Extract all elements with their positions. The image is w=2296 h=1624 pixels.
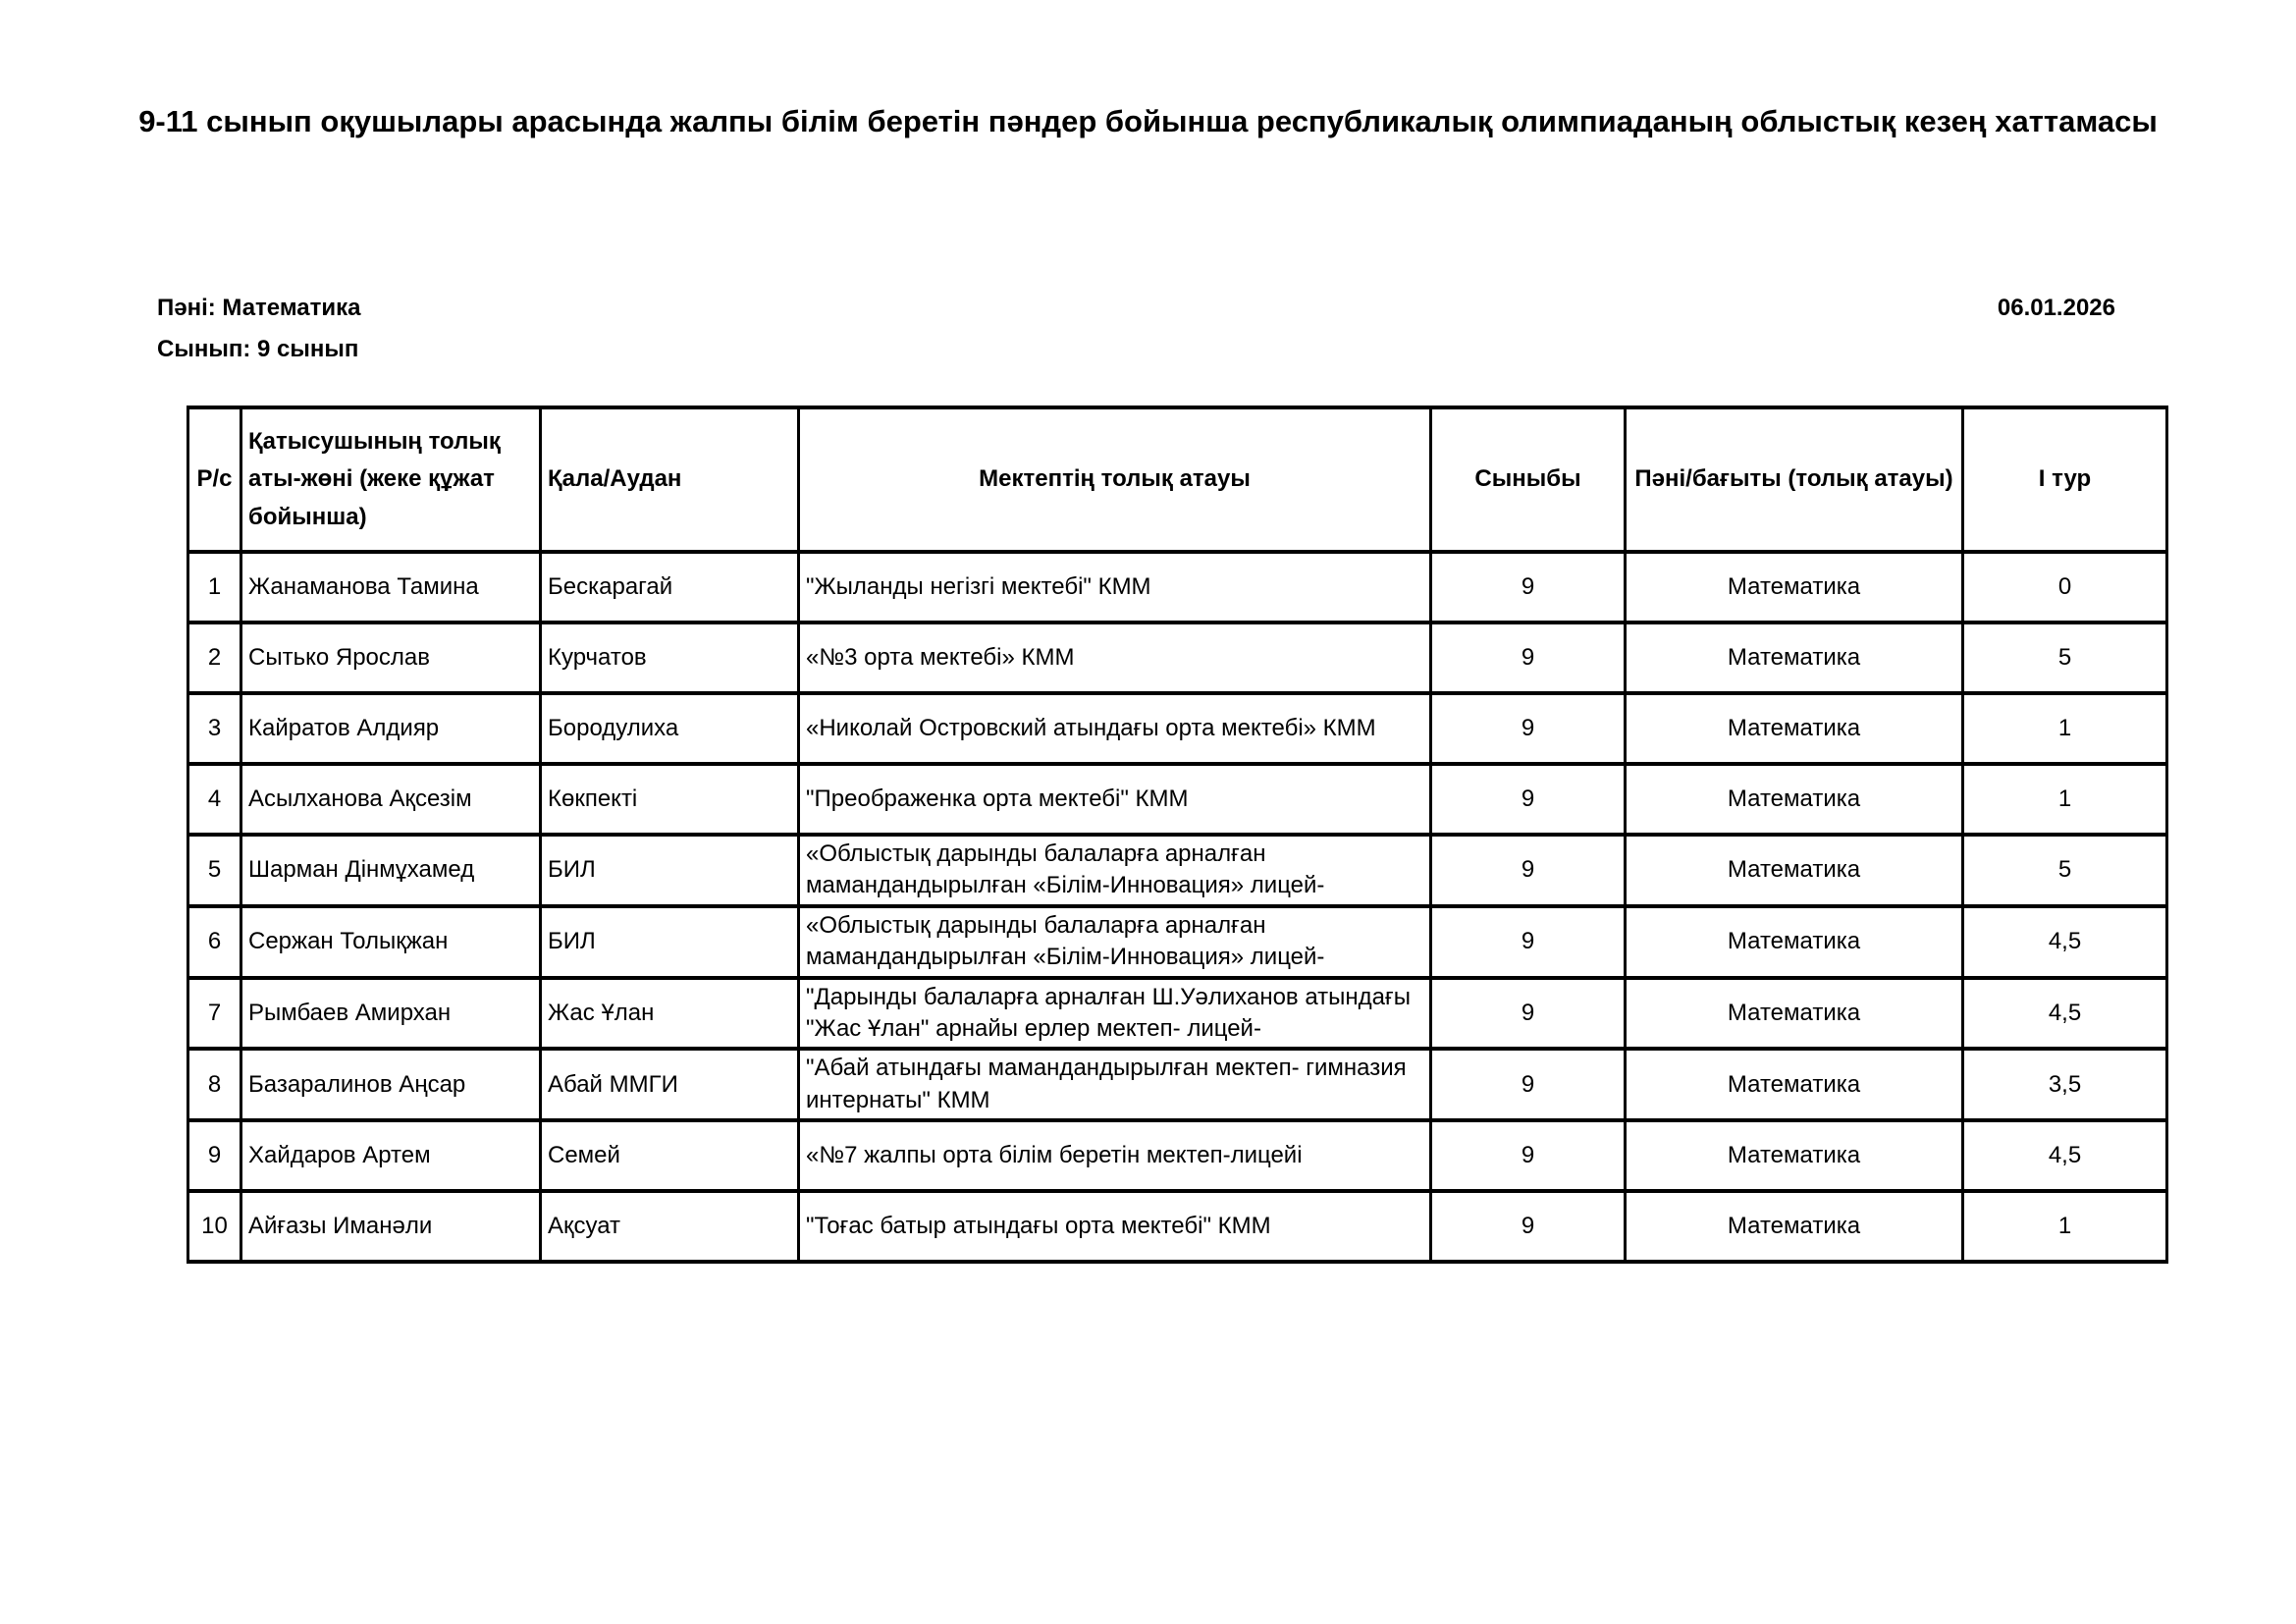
cell-score: 0 — [1963, 552, 2167, 623]
cell-city: Бескарагай — [541, 552, 799, 623]
cell-city: БИЛ — [541, 835, 799, 906]
cell-number: 7 — [188, 978, 241, 1050]
cell-grade: 9 — [1431, 693, 1626, 764]
cell-school: «Николай Островский атындағы орта мектебі» КММ — [799, 693, 1431, 764]
cell-school: "Дарынды балаларға арналған Ш.Уәлиханов атындағы "Жас Ұлан" арнайы ерлер мектеп- лицей- — [799, 978, 1431, 1050]
cell-name: Сержан Толықжан — [241, 906, 541, 978]
cell-score: 4,5 — [1963, 1120, 2167, 1191]
cell-grade: 9 — [1431, 764, 1626, 835]
cell-subject: Математика — [1626, 835, 1963, 906]
header-subject: Пәні/бағыты (толық атауы) — [1626, 407, 1963, 552]
cell-city: Жас Ұлан — [541, 978, 799, 1050]
cell-number: 10 — [188, 1191, 241, 1262]
cell-subject: Математика — [1626, 764, 1963, 835]
cell-grade: 9 — [1431, 1191, 1626, 1262]
cell-city: Курчатов — [541, 623, 799, 693]
cell-name: Асылханова Ақсезім — [241, 764, 541, 835]
cell-subject: Математика — [1626, 693, 1963, 764]
document-title: 9-11 сынып оқушылары арасында жалпы білім беретін пәндер бойынша республикалық олимпиаданың облыстық кезең хаттамасы — [138, 104, 2158, 138]
cell-score: 4,5 — [1963, 978, 2167, 1050]
cell-name: Рымбаев Амирхан — [241, 978, 541, 1050]
cell-score: 5 — [1963, 835, 2167, 906]
table-row — [188, 764, 2167, 835]
cell-number: 4 — [188, 764, 241, 835]
date-label: 06.01.2026 — [1997, 295, 2115, 321]
table-row — [188, 906, 2167, 978]
header-school: Мектептің толық атауы — [799, 407, 1431, 552]
results-table — [187, 406, 2168, 1264]
cell-grade: 9 — [1431, 1049, 1626, 1120]
header-round1: I тур — [1963, 407, 2167, 552]
cell-score: 4,5 — [1963, 906, 2167, 978]
table-row — [188, 623, 2167, 693]
cell-grade: 9 — [1431, 835, 1626, 906]
cell-number: 9 — [188, 1120, 241, 1191]
cell-number: 1 — [188, 552, 241, 623]
cell-subject: Математика — [1626, 1191, 1963, 1262]
cell-number: 6 — [188, 906, 241, 978]
cell-school: «Облыстық дарынды балаларға арналған мамандандырылған «Білім-Инновация» лицей- — [799, 906, 1431, 978]
table-row — [188, 1120, 2167, 1191]
cell-subject: Математика — [1626, 906, 1963, 978]
cell-grade: 9 — [1431, 623, 1626, 693]
header-name: Қатысушының толық аты-жөні (жеке құжат бойынша) — [241, 407, 541, 552]
table-row — [188, 1049, 2167, 1120]
cell-name: Хайдаров Артем — [241, 1120, 541, 1191]
header-number: Р/с — [188, 407, 241, 552]
table-row — [188, 552, 2167, 623]
cell-score: 1 — [1963, 764, 2167, 835]
cell-name: Сытько Ярослав — [241, 623, 541, 693]
table-header-row — [188, 407, 2167, 552]
cell-grade: 9 — [1431, 1120, 1626, 1191]
cell-school: "Жыланды негізгі мектебі" КММ — [799, 552, 1431, 623]
cell-city: Бородулиха — [541, 693, 799, 764]
cell-score: 1 — [1963, 693, 2167, 764]
table-row — [188, 835, 2167, 906]
cell-city: Ақсуат — [541, 1191, 799, 1262]
cell-school: "Абай атындағы мамандандырылған мектеп- гимназия интернаты" КММ — [799, 1049, 1431, 1120]
cell-city: БИЛ — [541, 906, 799, 978]
header-grade: Сыныбы — [1431, 407, 1626, 552]
cell-score: 1 — [1963, 1191, 2167, 1262]
cell-name: Жанаманова Тамина — [241, 552, 541, 623]
subject-label: Пәні: Математика — [157, 295, 361, 321]
cell-subject: Математика — [1626, 623, 1963, 693]
cell-grade: 9 — [1431, 906, 1626, 978]
class-label: Сынып: 9 сынып — [157, 336, 359, 362]
cell-subject: Математика — [1626, 1049, 1963, 1120]
cell-school: "Тоғас батыр атындағы орта мектебі" КММ — [799, 1191, 1431, 1262]
cell-city: Семей — [541, 1120, 799, 1191]
cell-subject: Математика — [1626, 978, 1963, 1050]
cell-school: «№7 жалпы орта білім беретін мектеп-лицейі — [799, 1120, 1431, 1191]
cell-name: Базаралинов Аңсар — [241, 1049, 541, 1120]
cell-number: 2 — [188, 623, 241, 693]
cell-subject: Математика — [1626, 552, 1963, 623]
table-row — [188, 978, 2167, 1050]
cell-name: Айғазы Иманәли — [241, 1191, 541, 1262]
cell-city: Абай ММГИ — [541, 1049, 799, 1120]
cell-grade: 9 — [1431, 978, 1626, 1050]
cell-number: 8 — [188, 1049, 241, 1120]
cell-school: "Преображенка орта мектебі" КММ — [799, 764, 1431, 835]
table-row — [188, 693, 2167, 764]
table-row — [188, 1191, 2167, 1262]
header-city: Қала/Аудан — [541, 407, 799, 552]
cell-subject: Математика — [1626, 1120, 1963, 1191]
cell-city: Көкпекті — [541, 764, 799, 835]
cell-score: 5 — [1963, 623, 2167, 693]
cell-name: Кайратов Алдияр — [241, 693, 541, 764]
cell-name: Шарман Дінмұхамед — [241, 835, 541, 906]
cell-score: 3,5 — [1963, 1049, 2167, 1120]
cell-grade: 9 — [1431, 552, 1626, 623]
cell-number: 5 — [188, 835, 241, 906]
cell-number: 3 — [188, 693, 241, 764]
cell-school: «№3 орта мектебі» КММ — [799, 623, 1431, 693]
cell-school: «Облыстық дарынды балаларға арналған мамандандырылған «Білім-Инновация» лицей- — [799, 835, 1431, 906]
